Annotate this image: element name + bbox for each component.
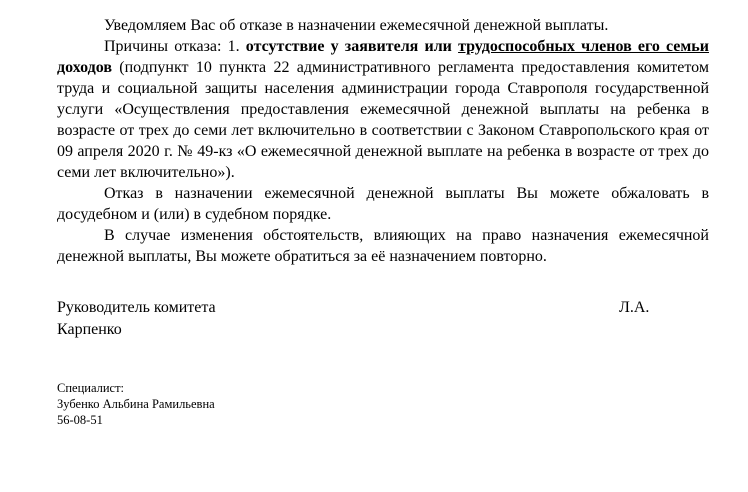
specialist-label: Специалист: [57,381,125,395]
specialist-name: Зубенко Альбина Рамильевна [57,397,215,411]
signer-initials: Л.А. [619,299,650,316]
reason-bold: отсутствие у заявителя или [245,38,459,55]
reasons-paragraph [57,36,709,183]
reasons-prefix: Причины отказа: 1. [104,38,246,55]
reason-bold-underlined: трудоспособных членов его семьи [458,38,709,55]
notice-paragraph: Уведомляем Вас об отказе в назначении ежемесячной денежной выплаты. [104,17,609,34]
letter-body [57,15,709,267]
specialist-block [57,380,709,428]
appeal-paragraph: Отказ в назначении ежемесячной денежной выплаты Вы можете обжаловать в досудебном и (или) в судебном порядке. [57,185,709,223]
reapply-paragraph: В случае изменения обстоятельств, влияющих на право назначения ежемесячной денежной выплаты, Вы можете обратиться за её назначением повторно. [57,227,709,265]
reason-details: (подпункт 10 пункта 22 административного регламента предоставления комитетом труда и социальной защиты населения администрации города Ставрополя государственной услуги «Осуществления предоставления ежемесячной денежной выплаты на ребенка в возрасте от трех до семи лет включительно в соответствии с Законом Ставропольского края от 09 апреля 2020 г. № 49-кз «О ежемесячной денежной выплате на ребенка в возрасте от трех до семи лет включительно»). [57,59,709,181]
signature-block [57,297,709,340]
signer-surname: Карпенко [57,320,122,338]
signature-line [57,297,709,319]
signer-position: Руководитель комитета [57,299,216,316]
reason-bold-end: доходов [57,59,112,76]
specialist-phone: 56-08-51 [57,413,103,427]
